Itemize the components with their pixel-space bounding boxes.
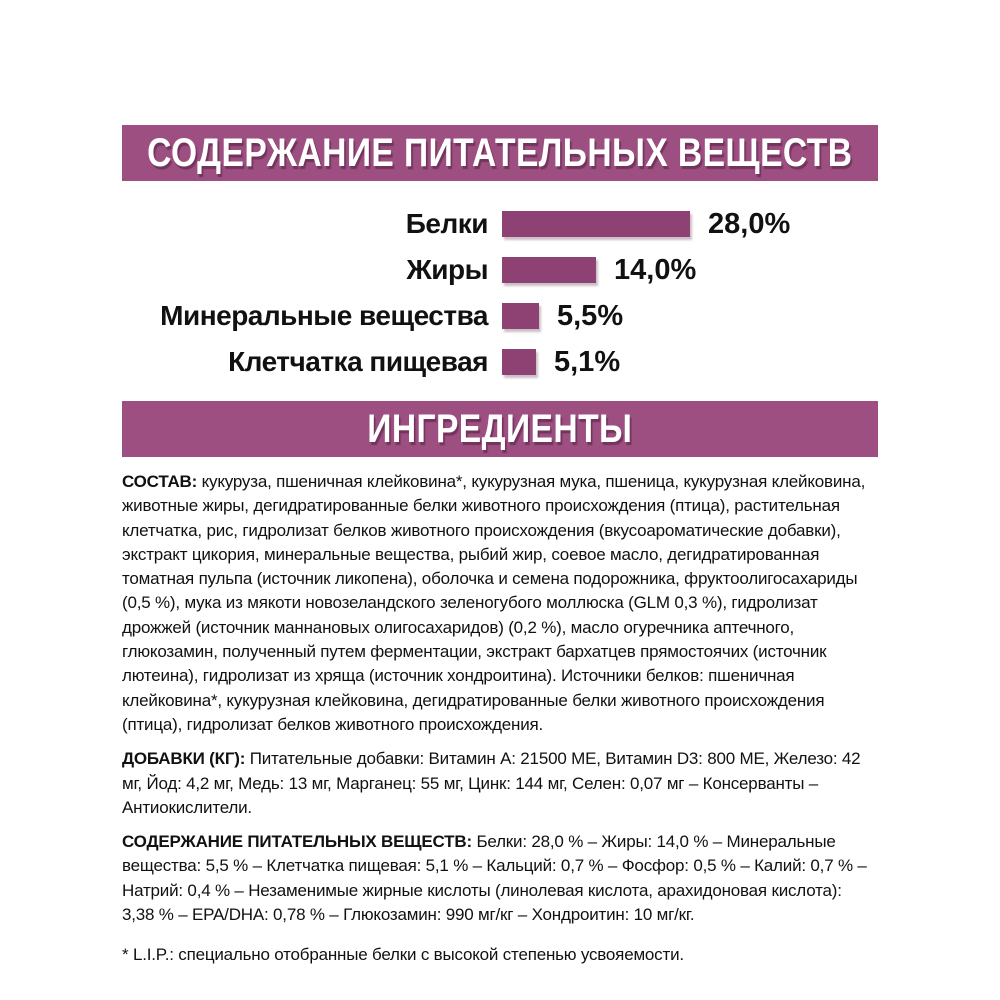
section-header-nutrients-text: СОДЕРЖАНИЕ ПИТАТЕЛЬНЫХ ВЕЩЕСТВ bbox=[147, 130, 853, 175]
chart-row bbox=[122, 293, 878, 339]
chart-value-label: 5,1% bbox=[554, 345, 621, 378]
analysis-body: Белки: 28,0 % – Жиры: 14,0 % – Минеральные вещества: 5,5 % – Клетчатка пищевая: 5,1 % – Кальций: 0,7 % – Фосфор: 0,5 % – Калий: 0,7 % – Натрий: 0,4 % – Незаменимые жирные кислоты (линолевая кислота, арахидоновая кислота): 3,38 % – EPA/DHA: 0,78 % – Глюкозамин: 990 мг/кг – Хондроитин: 10 мг/кг. bbox=[122, 832, 867, 925]
nutrient-bar-chart bbox=[122, 201, 878, 385]
section-header-ingredients-text: ИНГРЕДИЕНТЫ bbox=[367, 406, 633, 451]
chart-category-label: Минеральные вещества bbox=[160, 300, 488, 331]
chart-row bbox=[122, 339, 878, 385]
chart-bar bbox=[502, 303, 539, 329]
section-header-nutrients bbox=[122, 125, 878, 181]
chart-value-label: 28,0% bbox=[708, 207, 791, 240]
chart-bar bbox=[502, 211, 690, 237]
chart-row bbox=[122, 201, 878, 247]
section-header-ingredients bbox=[122, 401, 878, 457]
composition-paragraph bbox=[122, 470, 878, 737]
chart-row bbox=[122, 247, 878, 293]
lip-footnote: * L.I.P.: специально отобранные белки с высокой степенью усвояемости. bbox=[122, 945, 684, 965]
chart-value-label: 14,0% bbox=[614, 253, 697, 286]
chart-category-label: Белки bbox=[405, 208, 488, 239]
chart-bar bbox=[502, 349, 536, 375]
composition-lead: СОСТАВ: bbox=[122, 472, 198, 491]
composition-body: кукуруза, пшеничная клейковина*, кукурузная мука, пшеница, кукурузная клейковина, животные жиры, дегидратированные белки животного происхождения (птица), растительная клетчатка, рис, гидролизат белков животного происхождения (вкусоароматические добавки), экстракт цикория, минеральные вещества, рыбий жир, соевое масло, дегидратированная томатная пульпа (источник ликопена), оболочка и семена подорожника, фруктоолигосахариды (0,5 %), мука из мякоти новозеландского зеленогубого моллюска (GLM 0,3 %), гидролизат дрожжей (источник маннановых олигосахаридов) (0,2 %), масло огуречника аптечного, глюкозамин, полученный путем ферментации, экстракт бархатцев прямостоячих (источник лютеина), гидролизат из хряща (источник хондроитина). Источники белков: пшеничная клейковина*, кукурузная клейковина, дегидратированные белки животного происхождения (птица), гидролизат белков животного происхождения. bbox=[122, 472, 866, 734]
chart-category-label: Клетчатка пищевая bbox=[228, 346, 488, 377]
text-sections bbox=[122, 470, 878, 968]
additives-lead: ДОБАВКИ (КГ): bbox=[122, 749, 246, 769]
analysis-lead: СОДЕРЖАНИЕ ПИТАТЕЛЬНЫХ ВЕЩЕСТВ: bbox=[122, 832, 472, 852]
additives-paragraph bbox=[122, 747, 878, 820]
chart-category-label: Жиры bbox=[406, 254, 488, 285]
analysis-paragraph bbox=[122, 830, 878, 927]
chart-bar bbox=[502, 257, 596, 283]
additives-body: Питательные добавки: Витамин A: 21500 МЕ, Витамин D3: 800 МЕ, Железо: 42 мг, Йод: 4,2 мг, Медь: 13 мг, Марганец: 55 мг, Цинк: 144 мг, Селен: 0,07 мг – Консерванты – Антиокислители. bbox=[122, 749, 861, 817]
label-content bbox=[122, 0, 878, 968]
chart-value-label: 5,5% bbox=[557, 299, 624, 332]
